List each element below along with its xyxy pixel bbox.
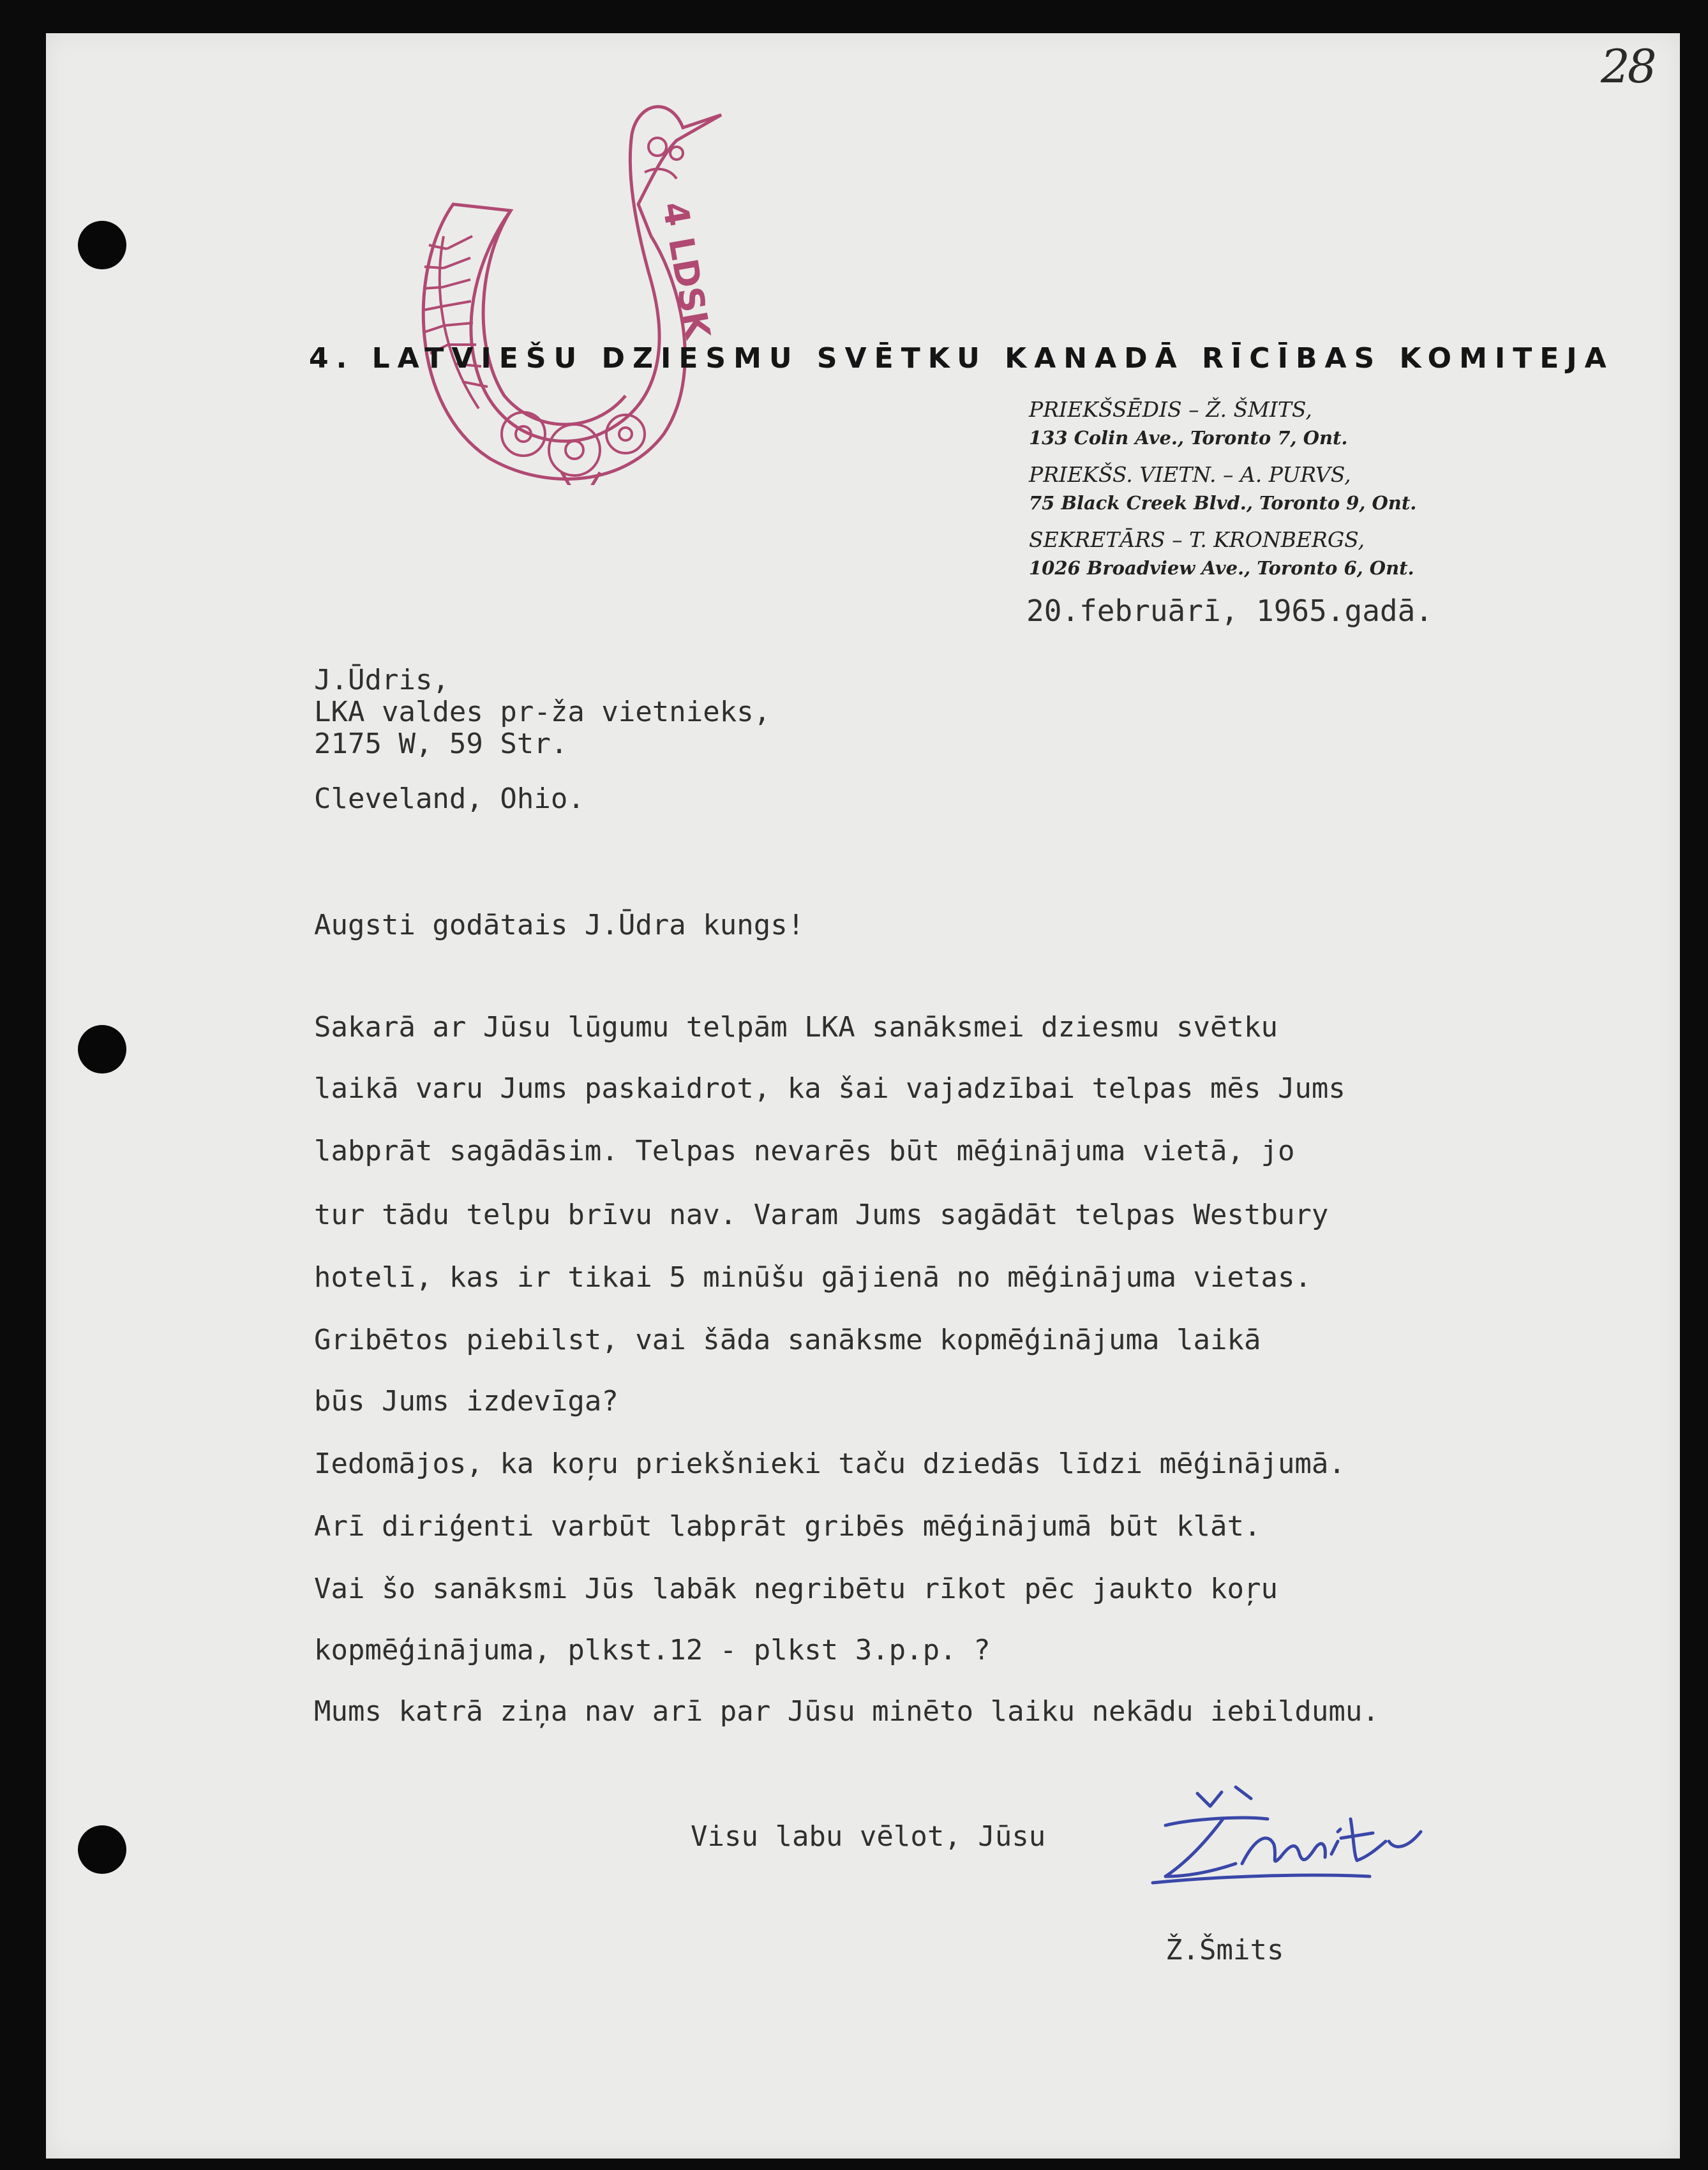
recipient-city: Cleveland, Ohio. [314,782,585,815]
recipient-street: 2175 W, 59 Str. [314,728,568,760]
handwritten-signature [1140,1781,1434,1902]
officer-chair-address: 133 Colin Ave., Toronto 7, Ont. [1029,427,1348,449]
festival-logo [383,77,740,485]
body-line: labprāt sagādāsim. Telpas nevarēs būt mēģinājuma vietā, jo [314,1135,1295,1167]
recipient-name: J.Ūdris, [314,664,449,696]
body-line: Vai šo sanāksmi Jūs labāk negribētu rīkot pēc jaukto koŗu [314,1573,1278,1605]
body-line: hotelī, kas ir tikai 5 minūšu gājienā no mēģinājuma vietas. [314,1261,1312,1294]
punch-hole-middle [78,1025,126,1074]
punch-hole-top [78,221,126,269]
body-line: Gribētos piebilst, vai šāda sanāksme kopmēģinājuma laikā [314,1324,1261,1356]
body-line: Iedomājos, ka koŗu priekšnieki taču dziedās līdzi mēģinājumā. [314,1448,1345,1480]
organization-title: 4. LATVIEŠU DZIESMU SVĒTKU KANADĀ RĪCĪBAS KOMITEJA [309,342,1614,375]
officers-list [1029,396,1416,591]
officer-chair-name: PRIEKŠSĒDIS – Ž. ŠMITS, [1029,397,1312,422]
body-line: Arī diriģenti varbūt labprāt gribēs mēģinājumā būt klāt. [314,1510,1261,1543]
officer-secretary-address: 1026 Broadview Ave., Toronto 6, Ont. [1029,557,1414,579]
body-line: būs Jums izdevīga? [314,1385,618,1418]
signer-name: Ž.Šmits [1165,1934,1284,1966]
salutation: Augsti godātais J.Ūdra kungs! [314,909,805,941]
punch-hole-bottom [78,1825,126,1874]
page-number: 28 [1601,40,1654,93]
closing-phrase: Visu labu vēlot, Jūsu [691,1820,1046,1853]
recipient-title: LKA valdes pr-ža vietnieks, [314,696,771,728]
body-line: Mums katrā ziņa nav arī par Jūsu minēto laiku nekādu iebildumu. [314,1695,1379,1728]
body-line: kopmēģinājuma, plkst.12 - plkst 3.p.p. ? [314,1634,991,1666]
letter-date: 20.februārī, 1965.gadā. [1026,594,1433,628]
officer-secretary-name: SEKRETĀRS – T. KRONBERGS, [1029,527,1365,552]
officer-vice-address: 75 Black Creek Blvd., Toronto 9, Ont. [1029,492,1417,514]
body-line: tur tādu telpu brīvu nav. Varam Jums sagādāt telpas Westbury [314,1199,1329,1231]
body-line: Sakarā ar Jūsu lūgumu telpām LKA sanāksmei dziesmu svētku [314,1011,1278,1044]
body-line: laikā varu Jums paskaidrot, ka šai vajadzībai telpas mēs Jums [314,1072,1345,1105]
officer-vice-name: PRIEKŠS. VIETN. – A. PURVS, [1029,462,1351,487]
logo-lettering: 4 LDSK [654,198,718,342]
